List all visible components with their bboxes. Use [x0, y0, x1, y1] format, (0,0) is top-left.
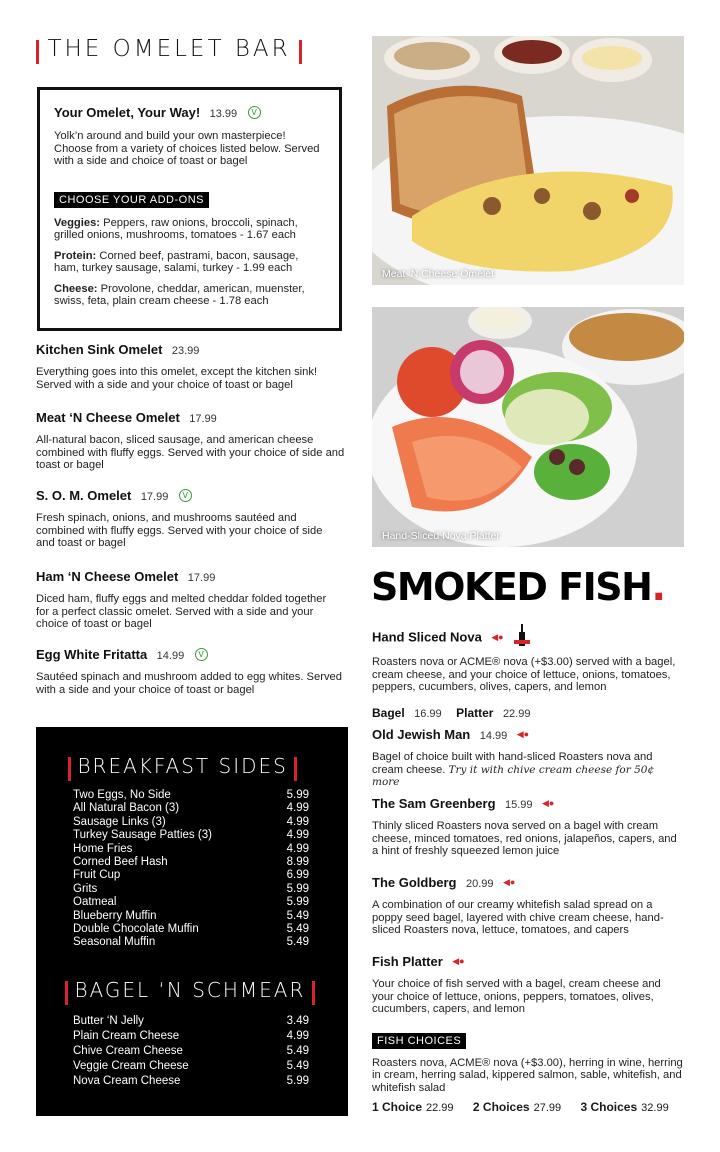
choice-prices: 1 Choice 22.99 2 Choices 27.99 3 Choices 32.99	[372, 1100, 669, 1114]
title-bar-right	[299, 40, 302, 64]
omelet-bar-title: THE OMELET BAR	[36, 36, 302, 64]
bagel-schmear-title: BAGEL ‘N SCHMEAR	[65, 978, 315, 1005]
side-row: Sausage Links (3) 4.99	[73, 815, 309, 828]
fish-icon: ◀●	[516, 729, 530, 740]
omelet-photo	[372, 36, 684, 285]
vegetarian-icon: V	[179, 489, 192, 502]
addon-protein: Protein: Corned beef, pastrami, bacon, sausage, ham, turkey sausage, salami, turkey - 1.99 each	[54, 249, 299, 274]
addon-cheese: Cheese: Provolone, cheddar, american, muenster, swiss, feta, plain cream cheese - 1.78 each	[54, 282, 305, 307]
build-your-own-box	[37, 87, 342, 331]
schmear-row: Butter ‘N Jelly 3.49	[73, 1015, 309, 1027]
bagel-schmear-list	[73, 1014, 309, 1089]
omelet-item: Meat ‘N Cheese Omelet 17.99 All-natural bacon, sliced sausage, and american cheese combined with fluffy eggs. Served with your choice of side and toast or bagel	[36, 410, 345, 471]
side-row: Two Eggs, No Side 5.99	[73, 789, 309, 801]
build-name: Your Omelet, Your Way!	[54, 105, 201, 120]
vegetarian-icon: V	[195, 648, 208, 661]
omelet-item: Kitchen Sink Omelet 23.99 Everything goes into this omelet, except the kitchen sink! Served with a side and your choice of toast or bagel	[36, 342, 318, 391]
side-row: Grits 5.99	[73, 882, 309, 895]
fish-icon: ◀●	[452, 956, 465, 967]
side-row: Oatmeal 5.99	[73, 896, 309, 909]
side-row: Double Chocolate Muffin 5.49	[73, 923, 309, 936]
schmear-row: Veggie Cream Cheese 5.49	[73, 1060, 309, 1072]
schmear-row: Nova Cream Cheese 5.99	[73, 1075, 309, 1087]
side-row: Seasonal Muffin 5.49	[73, 936, 309, 949]
fish-icon: ◀●	[491, 632, 504, 642]
omelet-item: Ham ‘N Cheese Omelet 17.99 Diced ham, fluffy eggs and melted cheddar folded together for a perfect classic omelet. Served with a side and your choice of toast or bagel	[36, 569, 327, 630]
nova-photo-caption: Hand-Sliced Nova Platter	[382, 530, 500, 542]
fish-choices-tag: FISH CHOICES	[372, 1033, 466, 1049]
fish-icon: ◀●	[502, 877, 516, 888]
title-dot: .	[651, 565, 665, 609]
fish-icon: ◀●	[541, 798, 555, 809]
schmear-row: Plain Cream Cheese 4.99	[73, 1030, 309, 1042]
breakfast-sides-title: BREAKFAST SIDES	[68, 754, 297, 781]
side-row: Turkey Sausage Patties (3) 4.99	[73, 829, 309, 842]
title-bar-right	[294, 757, 297, 781]
build-price: 13.99	[209, 108, 238, 120]
addon-veggies: Veggies: Peppers, raw onions, broccoli, spinach, grilled onions, mushrooms, tomatoes - 1.67 each	[54, 216, 298, 241]
omelet-item: Egg White Fritatta 14.99 V Sautéed spinach and mushroom added to egg whites. Served with a side and your choice of toast or bagel	[36, 647, 342, 696]
nova-platter-illustration	[372, 307, 684, 547]
side-row: Corned Beef Hash 8.99	[73, 856, 309, 869]
omelet-item: S. O. M. Omelet 17.99 V Fresh spinach, onions, and mushrooms sautéed and combined with fluffy eggs. Served with your choice of side and toast or bagel	[36, 488, 323, 549]
omelet-illustration	[372, 36, 684, 285]
side-row: Fruit Cup 6.99	[73, 869, 309, 882]
title-bar-right	[312, 981, 315, 1005]
title-bar-left	[36, 40, 39, 64]
nyc-skyline-icon	[512, 624, 532, 651]
hand-sliced-nova: Hand Sliced Nova ◀● Roasters nova or ACME® nova (+$3.00) served with a bagel, cream cheese, and your choice of lettuce, onions, tomatoes, peppers, cucumbers, olives, capers, and lemon Bagel 16.99 Platter 22.99	[372, 624, 684, 722]
smoked-fish-title: SMOKED FISH.	[371, 565, 665, 609]
goldberg: The Goldberg 20.99 ◀● A combination of our creamy whitefish salad spread on a poppy seed bagel, layered with chive cream cheese, hand-sliced Roasters nova, lettuce, tomatoes, and capers	[372, 875, 664, 936]
title-bar-left	[68, 757, 71, 781]
build-desc: Yolk’n around and build your own masterpiece! Choose from a variety of choices listed below. Served with a side and choice of toast or bagel	[54, 130, 320, 167]
side-row: All Natural Bacon (3) 4.99	[73, 802, 309, 815]
side-row: Blueberry Muffin 5.49	[73, 909, 309, 922]
sides-panel	[36, 727, 348, 1116]
sam-greenberg: The Sam Greenberg 15.99 ◀● Thinly sliced Roasters nova served on a bagel with cream cheese, minced tomatoes, red onions, jalapeños, capers, and a hint of freshly squeezed lemon juice	[372, 796, 677, 857]
schmear-row: Chive Cream Cheese 5.49	[73, 1045, 309, 1057]
vegetarian-icon: V	[248, 106, 261, 119]
title-bar-left	[65, 981, 68, 1005]
breakfast-sides-list	[73, 789, 309, 950]
fish-platter: Fish Platter ◀● Your choice of fish served with a bagel, cream cheese and your choice of lettuce, onions, peppers, tomatoes, olives, cucumbers, capers, and lemon FISH CHOICES Roasters nova, ACME® nova (+$3.00), herring in wine, herring in cream, herring salad, kippered salmon, sable, whitefish, and whitefish salad 1 Choice 22.99 2 Choices 27.99 3 Choices 32.99	[372, 954, 683, 1114]
addons-tag: CHOOSE YOUR ADD-ONS	[54, 192, 209, 208]
side-row: Home Fries 4.99	[73, 842, 309, 855]
omelet-photo-caption: Meat ‘N Cheese Omelet	[382, 268, 495, 280]
old-jewish-man: Old Jewish Man 14.99 ◀● Bagel of choice built with hand-sliced Roasters nova and cream cheese. Try it with chive cream cheese for 50¢ more	[372, 727, 655, 788]
script-note: Try it with chive cream cheese for 50¢ more	[372, 763, 655, 788]
nova-platter-photo	[372, 307, 684, 547]
